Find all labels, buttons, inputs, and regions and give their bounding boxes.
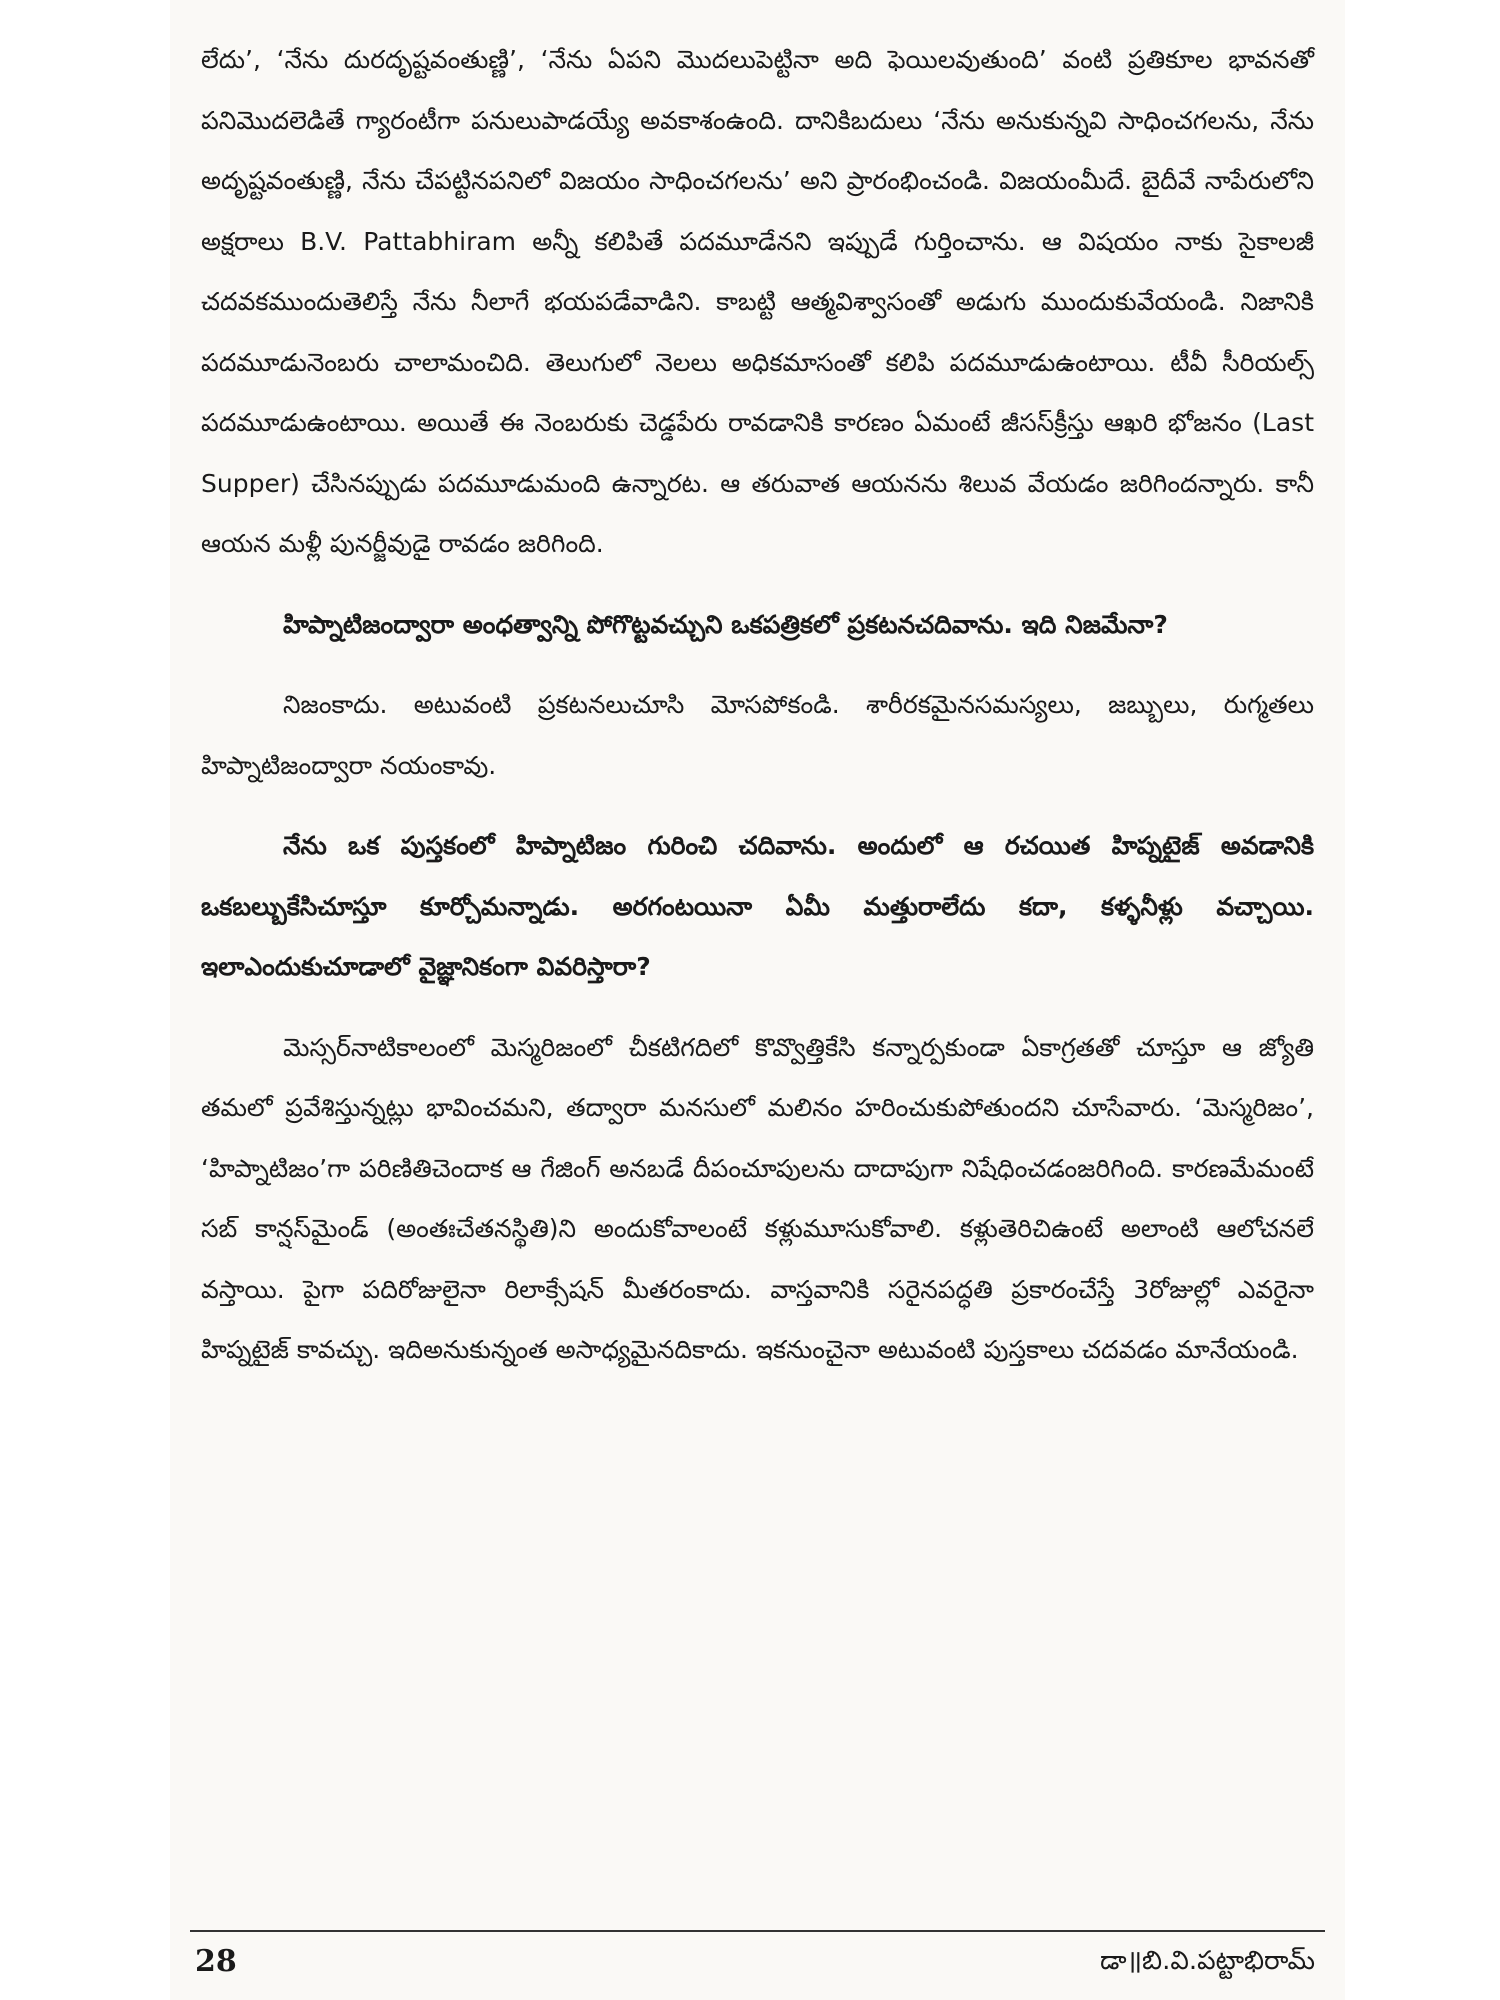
paragraph-question-bulb-gazing: నేను ఒక పుస్తకంలో హిప్నాటిజం గురించి చదివాను. అందులో ఆ రచయిత హిప్నటైజ్ అవడానికి ఒకబల్బుకేసిచూస్తూ కూర్చోమన్నాడు. అరగంటయినా ఏమీ మత్తురాలేదు కదా, కళ్ళనీళ్లు వచ్చాయి. ఇలాఎందుకుచూడాలో వైజ్ఞానికంగా వివరిస్తారా? — [201, 831, 1314, 981]
page-number: 28 — [195, 1944, 237, 1979]
footer-divider — [190, 1930, 1325, 1932]
paragraph-question-blindness: హిప్నాటిజంద్వారా అంధత్వాన్ని పోగొట్టవచ్చుని ఒకపత్రికలో ప్రకటనచదివాను. ఇది నిజమేనా? — [283, 609, 1168, 639]
paragraph-answer-bulb-gazing: మెస్సర్‌నాటికాలంలో మెస్మరిజంలో చీకటిగదిలో కొవ్వొత్తికేసి కన్నార్పకుండా ఏకాగ్రతతో చూస్తూ ఆ జ్యోతి తమలో ప్రవేశిస్తున్నట్లు భావించమని, తద్వారా మనసులో మలినం హరించుకుపోతుందని చూసేవారు. ‘మెస్మరిజం’, ‘హిప్నాటిజం’గా పరిణితిచెందాక ఆ గేజింగ్ అనబడే దీపంచూపులను దాదాపుగా నిషేధించడంజరిగింది. కారణమేమంటే సబ్ కాన్షస్‌మైండ్ (అంతఃచేతనస్థితి)ని అందుకోవాలంటే కళ్లుమూసుకోవాలి. కళ్లుతెరిచిఉంటే అలాంటి ఆలోచనలే వస్తాయి. పైగా పదిరోజులైనా రిలాక్సేషన్ మీతరంకాదు. వాస్తవానికి సరైనపద్ధతి ప్రకారంచేస్తే 3రోజుల్లో ఎవరైనా హిప్నటైజ్ కావచ్చు. ఇదిఅనుకున్నంత అసాధ్యమైనదికాదు. ఇకనుంచైనా అటువంటి పుస్తకాలు చదవడం మానేయండి. — [201, 1032, 1314, 1364]
paragraph-answer-blindness: నిజంకాదు. అటువంటి ప్రకటనలుచూసి మోసపోకండి. శారీరకమైనసమస్యలు, జబ్బులు, రుగ్మతలు హిప్నాటిజంద్వారా నయంకావు. — [201, 690, 1314, 780]
text-block — [201, 30, 1314, 1381]
author-name: డా॥బి.వి.పట్టాభిరామ్ — [1099, 1946, 1315, 1976]
paragraph-body-continued: లేదు’, ‘నేను దురదృష్టవంతుణ్ణి’, ‘నేను ఏపని మొదలుపెట్టినా అది ఫెయిలవుతుంది’ వంటి ప్రతికూల భావనతో పనిమొదలెడితే గ్యారంటీగా పనులుపాడయ్యే అవకాశంఉంది. దానికిబదులు ‘నేను అనుకున్నవి సాధించగలను, నేను అదృష్టవంతుణ్ణి, నేను చేపట్టినపనిలో విజయం సాధించగలను’ అని ప్రారంభించండి. విజయంమీదే. బైదీవే నాపేరులోని అక్షరాలు B.V. Pattabhiram అన్నీ కలిపితే పదమూడేనని ఇప్పుడే గుర్తించాను. ఆ విషయం నాకు సైకాలజీ చదవకముందుతెలిస్తే నేను నీలాగే భయపడేవాడిని. కాబట్టి ఆత్మవిశ్వాసంతో అడుగు ముందుకువేయండి. నిజానికి పదమూడునెంబరు చాలామంచిది. తెలుగులో నెలలు అధికమాసంతో కలిపి పదమూడుఉంటాయి. టీవీ సీరియల్స్ పదమూడుఉంటాయి. అయితే ఈ నెంబరుకు చెడ్డపేరు రావడానికి కారణం ఏమంటే జీసస్‌క్రీస్తు ఆఖరి భోజనం (Last Supper) చేసినప్పుడు పదమూడుమంది ఉన్నారట. ఆ తరువాత ఆయనను శిలువ వేయడం జరిగిందన్నారు. కానీ ఆయన మళ్లీ పునర్జీవుడై రావడం జరిగింది. — [201, 45, 1314, 558]
book-page — [170, 0, 1345, 2000]
